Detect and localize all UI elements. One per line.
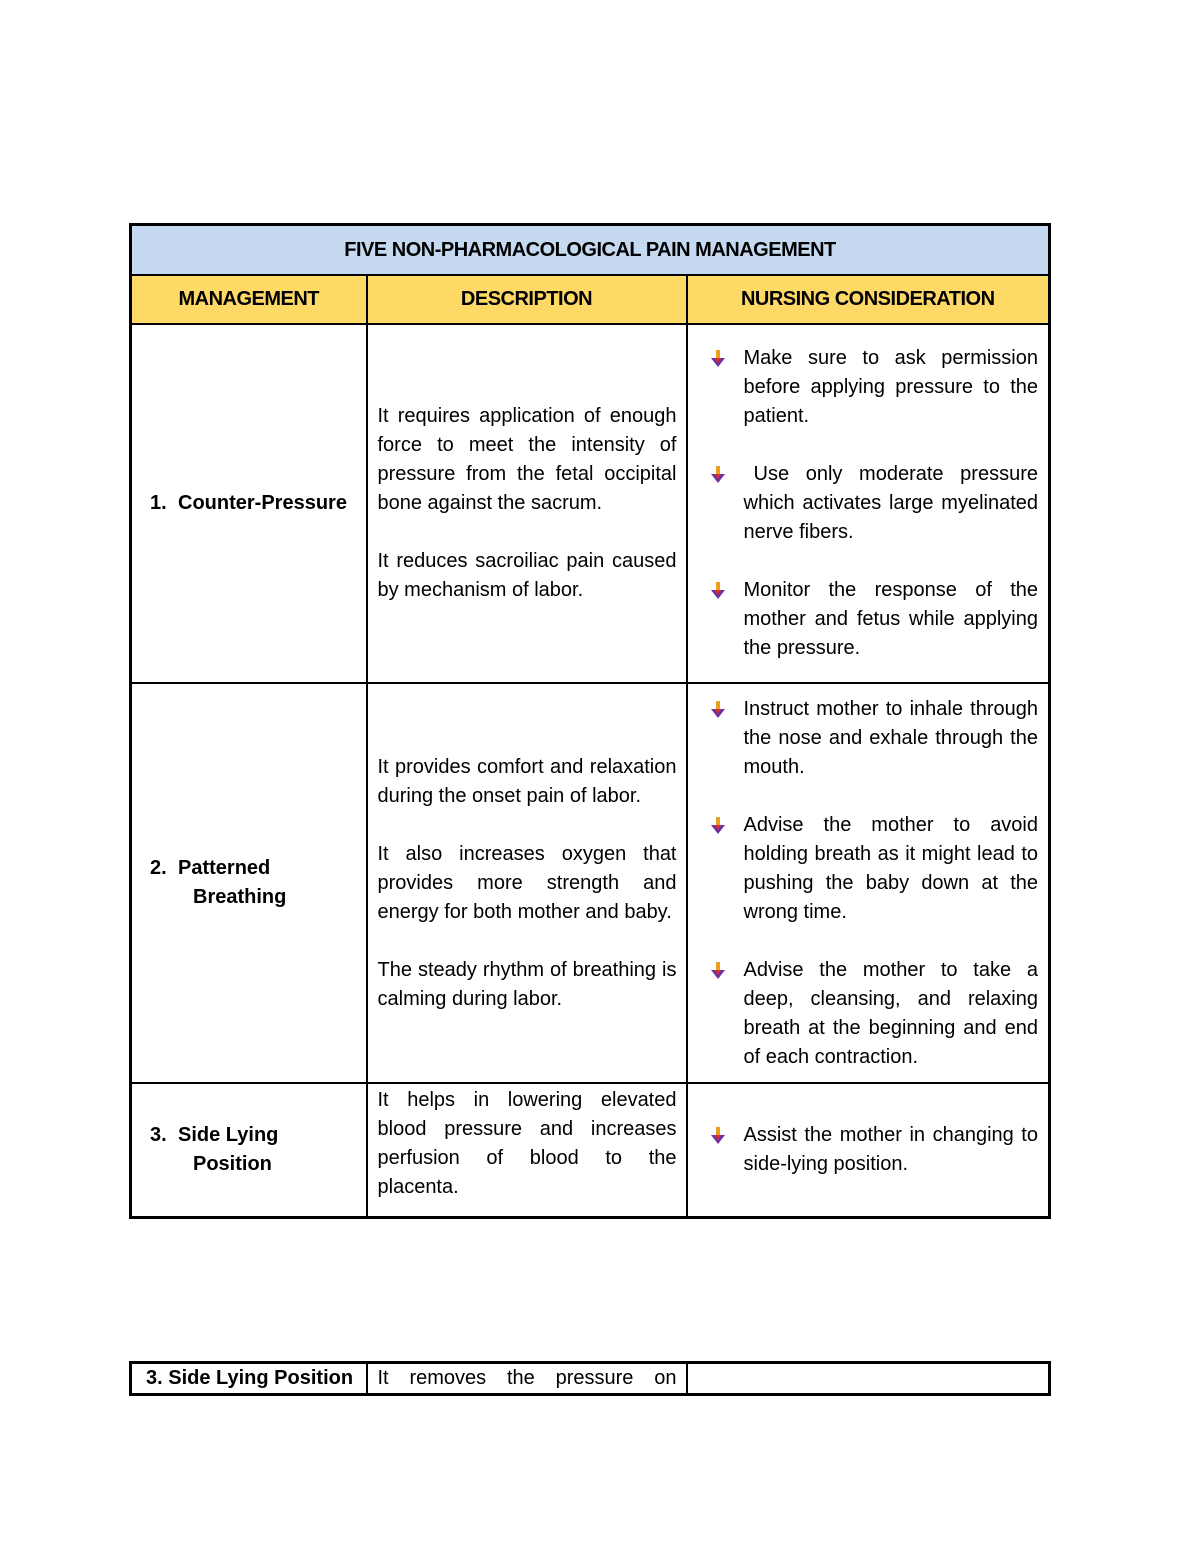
management-label-line2: Breathing <box>193 886 287 908</box>
consideration-text: Advise the mother to avoid holding breath as it might lead to pushing the baby down at the wrong time. <box>743 813 1038 923</box>
pain-management-table <box>129 223 1051 1219</box>
nursing-consideration-cell <box>687 1083 1050 1218</box>
management-cell: 3. Side Lying Position <box>131 1363 367 1395</box>
list-item <box>710 811 1039 927</box>
management-cell <box>131 1083 367 1218</box>
description-paragraph: It requires application of enough force to meet the intensity of pressure from the fetal occipital bone against the sacrum. <box>377 405 677 514</box>
description-paragraph: The steady rhythm of breathing is calming during labor. <box>377 958 677 1010</box>
description-paragraph: It helps in lowering elevated blood pressure and increases perfusion of blood to the placenta. <box>377 1089 677 1198</box>
list-item <box>710 1121 1039 1179</box>
description-cell <box>367 683 687 1083</box>
header-nursing-consideration: NURSING CONSIDERATION <box>687 275 1050 324</box>
description-paragraph: It reduces sacroiliac pain caused by mechanism of labor. <box>377 550 677 601</box>
consideration-text: Assist the mother in changing to side-lying position. <box>743 1124 1038 1175</box>
management-number: 1. <box>150 492 167 514</box>
management-label: Patterned <box>178 857 271 879</box>
down-arrow-bullet-icon <box>710 962 726 980</box>
down-arrow-bullet-icon <box>710 582 726 600</box>
nursing-consideration-cell <box>687 683 1050 1083</box>
description-cell <box>367 324 687 683</box>
consideration-text: Monitor the response of the mother and fetus while applying the pressure. <box>743 579 1038 659</box>
list-item <box>710 460 1039 547</box>
header-description: DESCRIPTION <box>367 275 687 324</box>
description-cell <box>367 1083 687 1218</box>
down-arrow-bullet-icon <box>710 701 726 719</box>
management-label: Side Lying <box>178 1124 279 1146</box>
list-item <box>710 344 1039 431</box>
table-row <box>131 324 1050 683</box>
description-cell: It removes the pressure on <box>367 1363 687 1395</box>
management-label-line2: Position <box>193 1153 272 1175</box>
list-item <box>710 695 1039 782</box>
management-cell <box>131 324 367 683</box>
table-row <box>131 683 1050 1083</box>
table-title-row <box>131 225 1050 276</box>
consideration-text: Advise the mother to take a deep, cleansing, and relaxing breath at the beginning and end of each contraction. <box>743 958 1038 1068</box>
down-arrow-bullet-icon <box>710 350 726 368</box>
down-arrow-bullet-icon <box>710 817 726 835</box>
table-title: FIVE NON-PHARMACOLOGICAL PAIN MANAGEMENT <box>131 225 1050 276</box>
management-label: Counter-Pressure <box>178 492 347 514</box>
consideration-text: Make sure to ask permission before applying pressure to the patient. <box>743 347 1038 427</box>
description-paragraph: It provides comfort and relaxation during the onset pain of labor. <box>377 755 677 807</box>
continuation-table <box>129 1361 1051 1396</box>
description-paragraph: It also increases oxygen that provides more strength and energy for both mother and baby. <box>377 842 677 923</box>
table-row <box>131 1363 1050 1395</box>
list-item <box>710 956 1039 1072</box>
nursing-consideration-cell <box>687 324 1050 683</box>
nursing-consideration-cell <box>687 1363 1050 1395</box>
consideration-text: Instruct mother to inhale through the nose and exhale through the mouth. <box>743 697 1038 778</box>
table-row <box>131 1083 1050 1218</box>
management-number: 3. <box>150 1124 167 1146</box>
header-management: MANAGEMENT <box>131 275 367 324</box>
management-number: 2. <box>150 857 167 879</box>
list-item <box>710 576 1039 663</box>
consideration-text: Use only moderate pressure which activates large myelinated nerve fibers. <box>743 463 1038 543</box>
down-arrow-bullet-icon <box>710 1127 726 1145</box>
down-arrow-bullet-icon <box>710 466 726 484</box>
management-cell <box>131 683 367 1083</box>
table-header-row <box>131 275 1050 324</box>
